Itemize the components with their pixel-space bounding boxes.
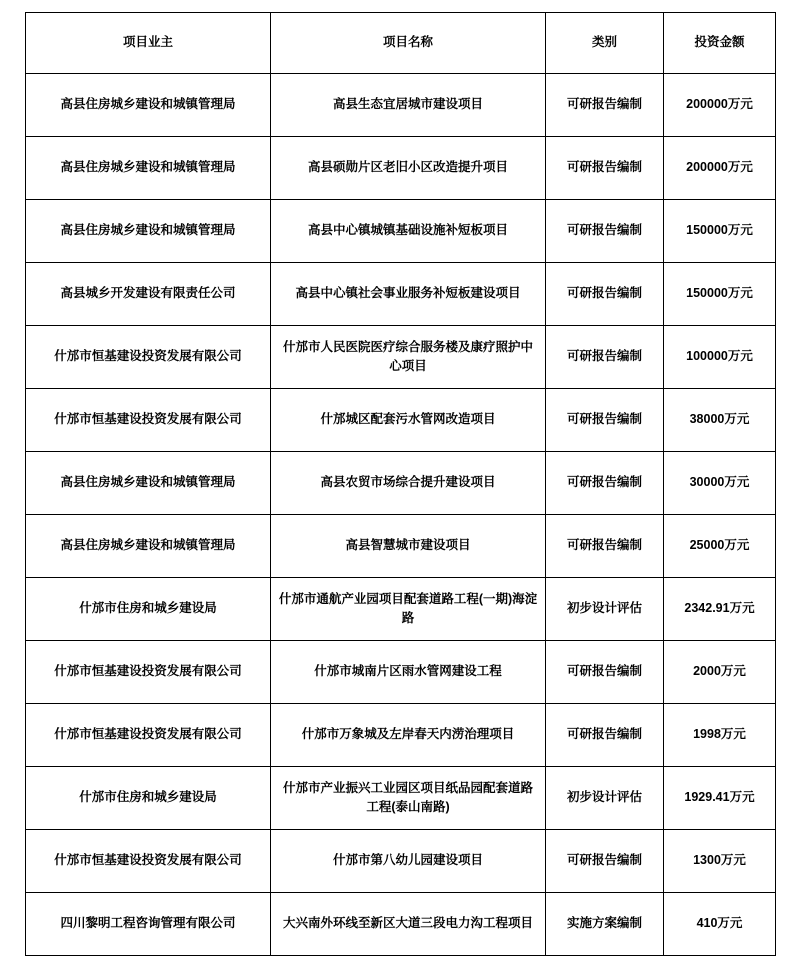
cell-amount: 1300万元	[664, 830, 776, 893]
cell-owner: 高县住房城乡建设和城镇管理局	[26, 137, 271, 200]
table-row	[26, 704, 776, 767]
cell-amount: 25000万元	[664, 515, 776, 578]
cell-name: 高县中心镇城镇基础设施补短板项目	[271, 200, 546, 263]
cell-owner: 高县住房城乡建设和城镇管理局	[26, 515, 271, 578]
project-table	[25, 12, 776, 956]
cell-category: 初步设计评估	[546, 578, 664, 641]
cell-category: 可研报告编制	[546, 452, 664, 515]
cell-category: 可研报告编制	[546, 200, 664, 263]
cell-amount: 2342.91万元	[664, 578, 776, 641]
cell-amount: 200000万元	[664, 137, 776, 200]
cell-amount: 38000万元	[664, 389, 776, 452]
cell-amount: 100000万元	[664, 326, 776, 389]
cell-owner: 什邡市恒基建设投资发展有限公司	[26, 389, 271, 452]
table-row	[26, 326, 776, 389]
table-row	[26, 767, 776, 830]
cell-owner: 什邡市恒基建设投资发展有限公司	[26, 326, 271, 389]
table-row	[26, 641, 776, 704]
cell-owner: 什邡市恒基建设投资发展有限公司	[26, 641, 271, 704]
cell-name: 什邡市第八幼儿园建设项目	[271, 830, 546, 893]
cell-name: 高县硕勋片区老旧小区改造提升项目	[271, 137, 546, 200]
cell-amount: 1929.41万元	[664, 767, 776, 830]
cell-amount: 200000万元	[664, 74, 776, 137]
cell-category: 可研报告编制	[546, 830, 664, 893]
cell-name: 什邡市通航产业园项目配套道路工程(一期)海淀路	[271, 578, 546, 641]
cell-category: 可研报告编制	[546, 137, 664, 200]
cell-owner: 高县城乡开发建设有限责任公司	[26, 263, 271, 326]
cell-category: 初步设计评估	[546, 767, 664, 830]
cell-amount: 150000万元	[664, 263, 776, 326]
column-header-owner: 项目业主	[26, 13, 271, 74]
cell-name: 高县生态宜居城市建设项目	[271, 74, 546, 137]
column-header-category: 类别	[546, 13, 664, 74]
cell-name: 高县智慧城市建设项目	[271, 515, 546, 578]
cell-amount: 2000万元	[664, 641, 776, 704]
cell-amount: 1998万元	[664, 704, 776, 767]
cell-category: 实施方案编制	[546, 893, 664, 956]
cell-category: 可研报告编制	[546, 515, 664, 578]
cell-owner: 高县住房城乡建设和城镇管理局	[26, 200, 271, 263]
cell-owner: 什邡市恒基建设投资发展有限公司	[26, 830, 271, 893]
cell-amount: 410万元	[664, 893, 776, 956]
cell-name: 什邡市万象城及左岸春天内涝治理项目	[271, 704, 546, 767]
cell-name: 什邡市城南片区雨水管网建设工程	[271, 641, 546, 704]
cell-name: 高县中心镇社会事业服务补短板建设项目	[271, 263, 546, 326]
cell-category: 可研报告编制	[546, 326, 664, 389]
cell-name: 高县农贸市场综合提升建设项目	[271, 452, 546, 515]
table-row	[26, 389, 776, 452]
cell-category: 可研报告编制	[546, 641, 664, 704]
cell-owner: 什邡市住房和城乡建设局	[26, 578, 271, 641]
table-header-row	[26, 13, 776, 74]
cell-amount: 30000万元	[664, 452, 776, 515]
cell-amount: 150000万元	[664, 200, 776, 263]
cell-category: 可研报告编制	[546, 74, 664, 137]
table-row	[26, 893, 776, 956]
table-row	[26, 515, 776, 578]
table-row	[26, 263, 776, 326]
cell-owner: 什邡市恒基建设投资发展有限公司	[26, 704, 271, 767]
column-header-name: 项目名称	[271, 13, 546, 74]
cell-name: 什邡城区配套污水管网改造项目	[271, 389, 546, 452]
cell-category: 可研报告编制	[546, 389, 664, 452]
table-row	[26, 137, 776, 200]
table-row	[26, 200, 776, 263]
cell-name: 大兴南外环线至新区大道三段电力沟工程项目	[271, 893, 546, 956]
cell-owner: 四川黎明工程咨询管理有限公司	[26, 893, 271, 956]
cell-category: 可研报告编制	[546, 263, 664, 326]
column-header-amount: 投资金额	[664, 13, 776, 74]
cell-owner: 高县住房城乡建设和城镇管理局	[26, 74, 271, 137]
table-row	[26, 830, 776, 893]
cell-owner: 高县住房城乡建设和城镇管理局	[26, 452, 271, 515]
cell-owner: 什邡市住房和城乡建设局	[26, 767, 271, 830]
table-row	[26, 74, 776, 137]
table-row	[26, 452, 776, 515]
cell-name: 什邡市产业振兴工业园区项目纸品园配套道路工程(泰山南路)	[271, 767, 546, 830]
table-row	[26, 578, 776, 641]
cell-name: 什邡市人民医院医疗综合服务楼及康疗照护中心项目	[271, 326, 546, 389]
cell-category: 可研报告编制	[546, 704, 664, 767]
